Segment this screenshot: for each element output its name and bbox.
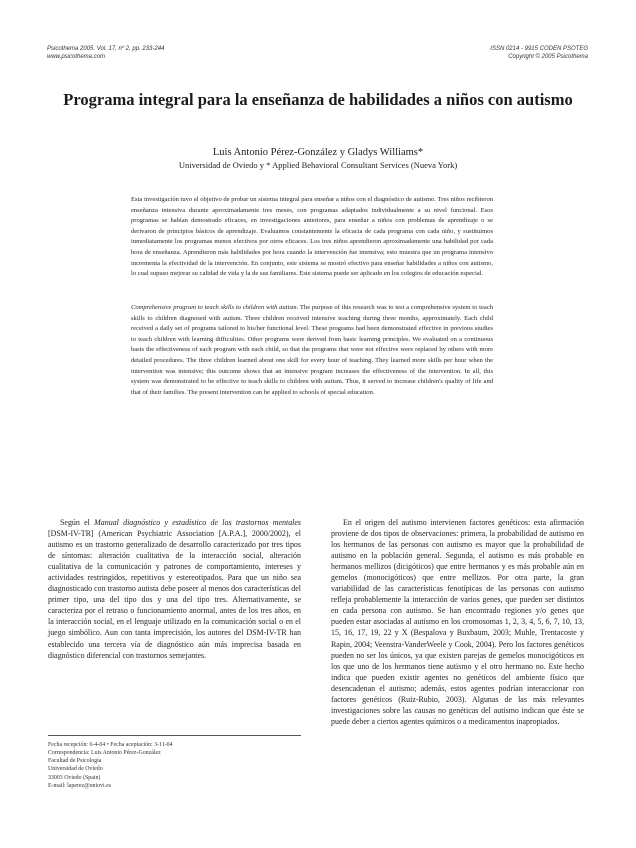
footnote-city: 33003 Oviedo (Spain): [48, 774, 101, 781]
body-lead: Según el: [60, 518, 95, 527]
body-text: [DSM-IV-TR] (American Psychiatric Association [A.P.A.], 2000/2002), el autismo es un trastorno generalizado de desarrollo caracterizado por tres tipos de síntomas: alteración cualitativa de la interacción social, alteración cualitativa de la comunicación y patrones de comportamiento, intereses y actividades restringidos, repetitivos y estereotipados. Para que un niño sea diagnosticado con trastorno autista debe poseer al menos dos características del primer tipo, una del tipo dos y una del tipo tres. Alternativamente, se caracteriza por el retraso o funcionamiento anormal, antes de los tres años, en la interacción social, en el lenguaje utilizado en la comunicación social o en el juego simbólico. Aun con tanta imprecisión, los autores del DSM-IV-TR han establecido una tercera vía de diagnóstico aún más imprecisa basada en diagnóstico diferencial con trastornos semejantes.: [48, 529, 301, 660]
body-column-left: [48, 517, 301, 661]
body-paragraph: En el origen del autismo intervienen factores genéticos: esta afirmación proviene de dos tipos de observaciones: primera, la probabilidad de autismo en los hermanos de las personas con autismo es mayor que la probabilidad de autismo en la población general. Segunda, el autismo es más probable en hermanos mellizos (dicigóticos) que entre hermanos y es más probable aún en gemelos (monocigóticos) que entre mellizos. Por otra parte, la gran variabilidad de las características fenotípicas de las personas con autismo refleja probablemente la interacción de varios genes, que pueden ser distintos en cada persona con autismo. Se han encontrado regiones y/o genes que pueden estar asociadas al autismo en los cromosomas 1, 2, 3, 4, 5, 6, 7, 10, 13, 15, 16, 17, 19, 22 y X (Bespalova y Buxbaum, 2003; Muhle, Trentacoste y Rapin, 2004; Veenstra-VanderWeele y Cook, 2004). Pero los factores genéticos pueden no ser los únicos, ya que existen parejas de gemelos monocigóticos en los que uno de los hermanos tiene autismo y el otro hermano no. Este hecho indica que pueden existir agentes no genéticos del ambiente físico que desencadenan el autismo; además, estos agentes podrían interaccionar con factores genéticos (Ruiz-Rubio, 2003). Algunas de las más relevantes investigaciones sobre las causas no genéticas del autismo indican que éste se puede deber a ciertos agentes químicos o a medicamentos inapropiados.: [331, 518, 584, 726]
footnote-university: Universidad de Oviedo: [48, 766, 103, 773]
article-title: Programa integral para la enseñanza de habilidades a niños con autismo: [63, 90, 573, 109]
footnote-faculty: Facultad de Psicología: [48, 758, 102, 765]
article-authors: Luis Antonio Pérez-González y Gladys Williams*: [212, 147, 424, 158]
footnote-correspondence: Correspondencia: Luis Antonio Pérez-González: [48, 750, 161, 757]
footnote-email: E-mail: laperez@uniovi.es: [48, 782, 111, 789]
journal-website: www.psicothema.com: [47, 54, 106, 60]
footnote-dates: Fecha recepción: 6-4-04 • Fecha aceptación: 3-11-04: [48, 742, 173, 748]
issn-line: ISSN 0214 - 9915 CODEN PSOTEG: [490, 46, 588, 52]
journal-volume-line: Psicothema 2005. Vol. 17, nº 2, pp. 233-244: [47, 46, 165, 52]
article-affiliation: Universidad de Oviedo y * Applied Behavioral Consultant Services (Nueva York): [178, 160, 458, 170]
abstract-english-title: Comprehensive program to teach skills to children with autism.: [131, 304, 299, 311]
body-column-right: [331, 517, 584, 727]
abstract-english-text: The purpose of this research was to test a comprehensive system to teach skills to children diagnosed with autism. Three children received intensive teaching during three months, approximately. Each child received a daily set of programs tailored to his/her functional level. These programs had been demonstrated effective in previous studies to teach children with learning difficulties. Other programs were derived from basic learning principles. We evaluated on a continuous basis the effectiveness of each program with each child, so that the programs that were not effective were replaced by others with more detailed procedures. The three children learned about one skill for every hour of teaching. They learned more skills per hour when the intervention was intensive; this outcome shows that an intensive program increases the effectiveness of the intervention. In all, this system was demonstrated to be effective to teach skills to children with autism. Thus, it served to increase children's quality of life and that of their families. The present intervention can be applied to schools of special education.: [131, 304, 493, 396]
footnote-divider: [48, 735, 301, 736]
body-paragraph: [48, 517, 301, 661]
manual-title: Manual diagnóstico y estadístico de los trastornos mentales: [94, 518, 301, 527]
journal-issn: [490, 45, 588, 61]
abstract-spanish: Esta investigación tuvo el objetivo de probar un sistema integral para enseñar a niños con el diagnóstico de autismo. Tres niños recibieron enseñanza intensiva durante aproximadamente tres meses, con programas adaptados individualmente a su nivel funcional. Esos programas se habían demostrado eficaces, en investigaciones anteriores, para enseñar a niños con problemas de aprendizaje o se derivaron de principios básicos de aprendizaje. Evaluamos constantemente la eficacia de cada programa con cada niño, y sustituimos inmediatamente los programas menos efectivos por otros eficaces. Los tres niños aprendieron aproximadamente una habilidad por cada hora de enseñanza. Aprendieron más habilidades por hora cuando la intervención fue intensiva; esto muestra que un programa intensivo incrementa la efectividad de la intervención. En conjunto, este sistema se mostró efectivo para enseñar habilidades a niños con autismo, lo cual supuso mejorar su calidad de vida y la de sus familiares. Este sistema puede ser aplicado en los colegios de educación especial.: [131, 196, 493, 278]
abstract-english: [131, 303, 493, 398]
journal-citation: [47, 45, 164, 61]
correspondence-footnote: [48, 741, 301, 790]
copyright-line: Copyright © 2005 Psicothema: [508, 54, 588, 60]
